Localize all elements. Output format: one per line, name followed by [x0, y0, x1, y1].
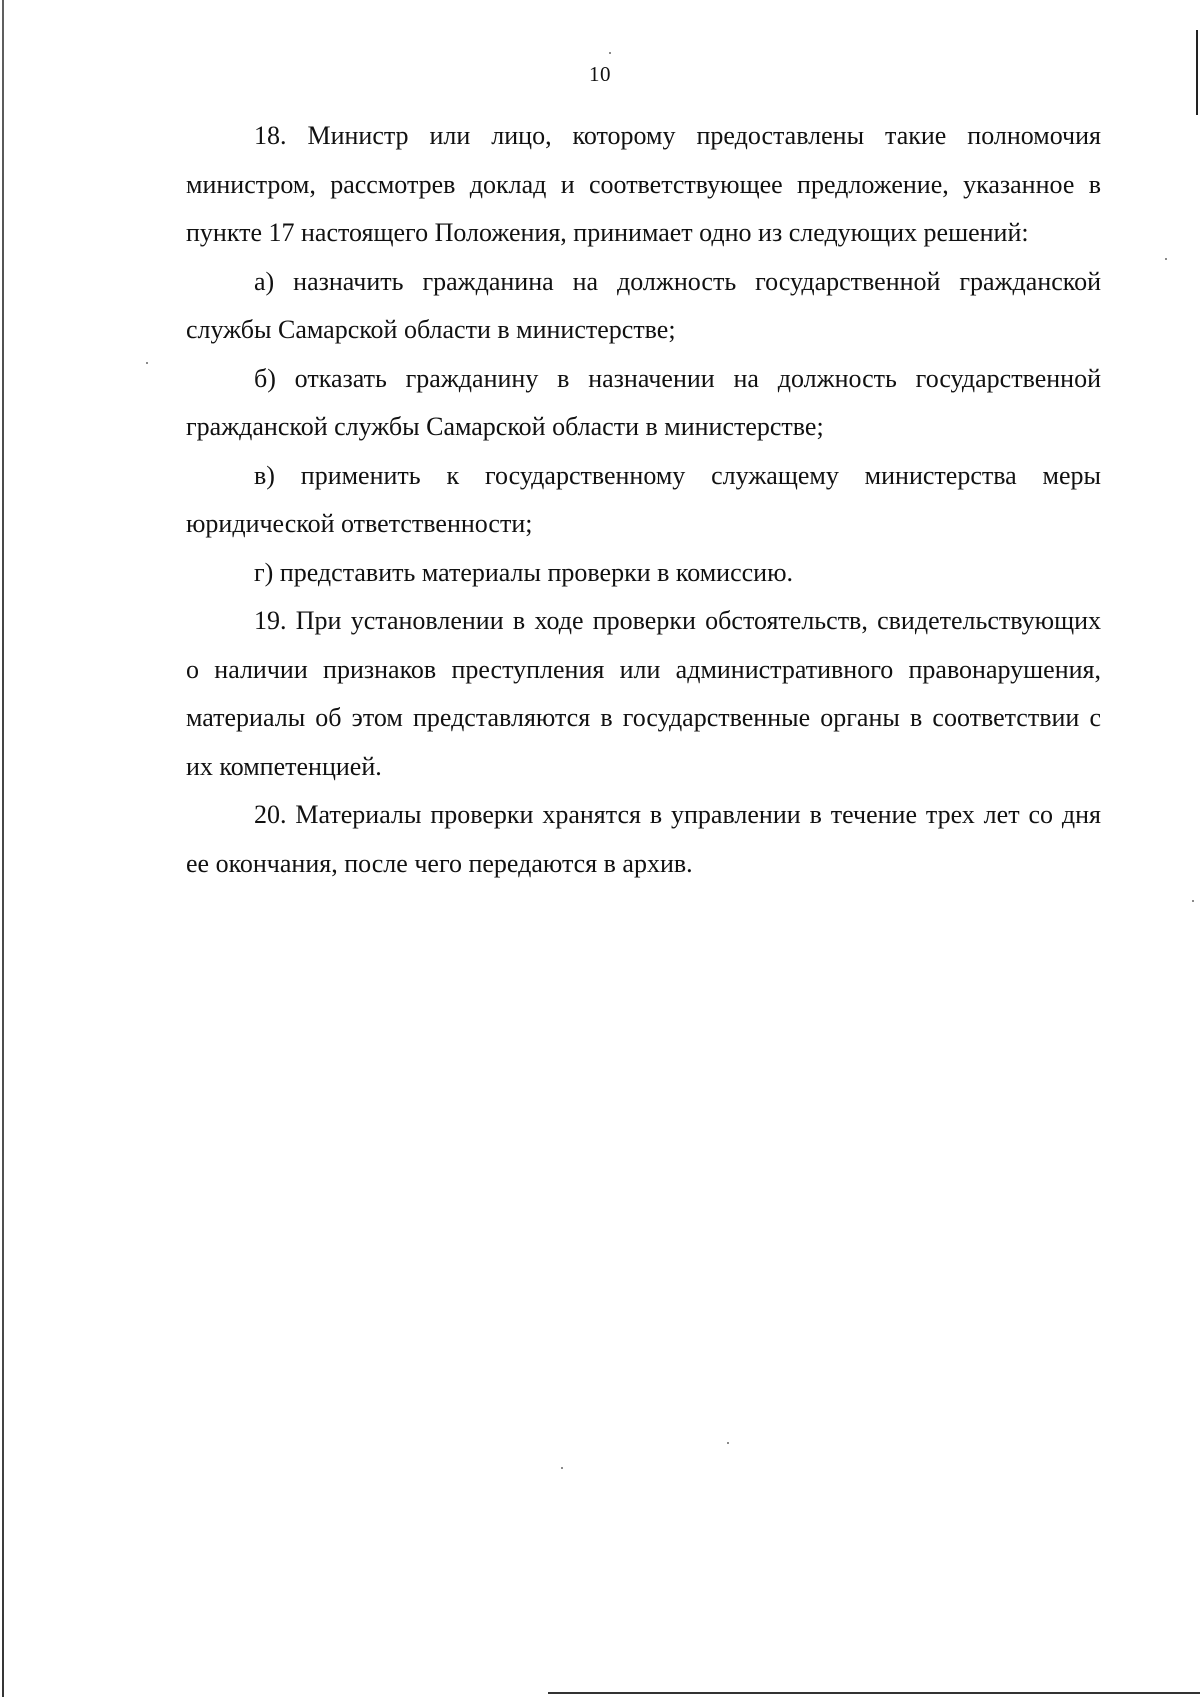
scan-speck	[727, 1442, 729, 1444]
paragraph-19: 19. При установлении в ходе проверки обстоятельств, свидетельствующих о наличии признаков преступления или административного правонарушения, материалы об этом представляются в государственные органы в соответствии с их компетенцией.	[186, 606, 1101, 781]
scan-speck	[1165, 258, 1167, 260]
paragraph-18a: а) назначить гражданина на должность государственной гражданской службы Самарской области в министерстве;	[186, 266, 1101, 344]
paragraph-18: 18. Министр или лицо, которому предоставлены такие полномочия министром, рассмотрев доклад и соответствующее предложение, указанное в пункте 17 настоящего Положения, принимает одно из следующих решений:	[186, 121, 1101, 247]
paragraph-18v: в) применить к государственному служащему министерства меры юридической ответственности;	[186, 460, 1101, 538]
scan-edge-left	[2, 0, 4, 1697]
document-body	[186, 112, 1101, 888]
paragraph-18b: б) отказать гражданину в назначении на должность государственной гражданской службы Самарской области в министерстве;	[186, 363, 1101, 441]
scan-speck	[146, 362, 148, 364]
scan-speck	[609, 52, 611, 54]
page-number: 10	[589, 62, 611, 86]
paragraph-18g: г) представить материалы проверки в комиссию.	[254, 557, 794, 587]
scan-speck	[561, 1467, 563, 1469]
paragraph-20: 20. Материалы проверки хранятся в управлении в течение трех лет со дня ее окончания, после чего передаются в архив.	[186, 800, 1101, 878]
scan-speck	[1192, 900, 1194, 902]
scan-bottom-edge	[548, 1692, 1200, 1694]
